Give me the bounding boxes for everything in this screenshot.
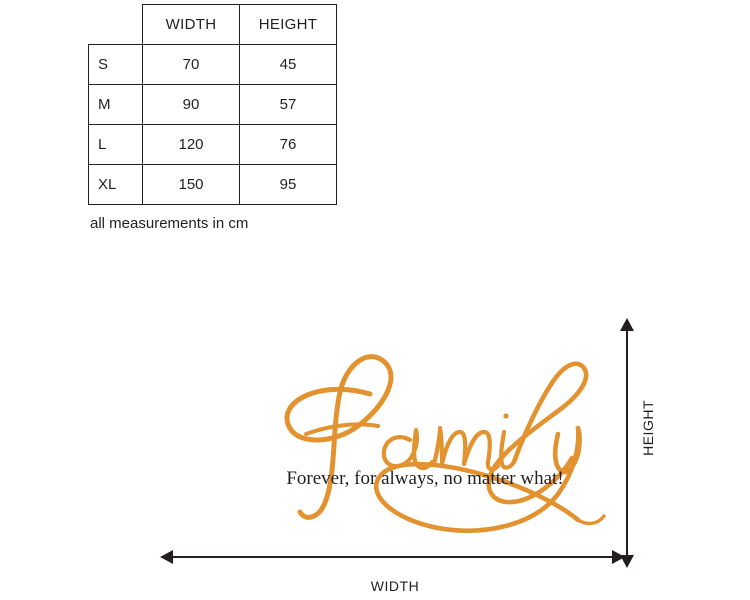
height-dimension-arrow	[615, 318, 639, 568]
cell-width: 90	[143, 85, 240, 125]
row-header-size: M	[89, 85, 143, 125]
width-dimension-arrow	[160, 545, 625, 569]
row-header-size: XL	[89, 165, 143, 205]
table-row	[89, 45, 337, 85]
cell-height: 57	[240, 85, 337, 125]
cell-height: 45	[240, 45, 337, 85]
artwork-preview	[0, 300, 750, 600]
column-header-width: WIDTH	[143, 5, 240, 45]
cell-height: 76	[240, 125, 337, 165]
column-header-height: HEIGHT	[240, 5, 337, 45]
table-header-row	[89, 5, 337, 45]
size-chart-table	[88, 4, 337, 205]
artwork-tagline: Forever, for always, no matter what!	[286, 468, 564, 489]
row-header-size: S	[89, 45, 143, 85]
cell-width: 150	[143, 165, 240, 205]
row-header-size: L	[89, 125, 143, 165]
measurement-note: all measurements in cm	[90, 215, 249, 232]
table-row	[89, 85, 337, 125]
height-dimension-label: HEIGHT	[640, 400, 656, 456]
table-row	[89, 165, 337, 205]
cell-width: 70	[143, 45, 240, 85]
family-script-lettering	[262, 322, 612, 537]
width-dimension-label: WIDTH	[370, 578, 420, 594]
table-corner-cell	[89, 5, 143, 45]
table-row	[89, 125, 337, 165]
cell-width: 120	[143, 125, 240, 165]
cell-height: 95	[240, 165, 337, 205]
